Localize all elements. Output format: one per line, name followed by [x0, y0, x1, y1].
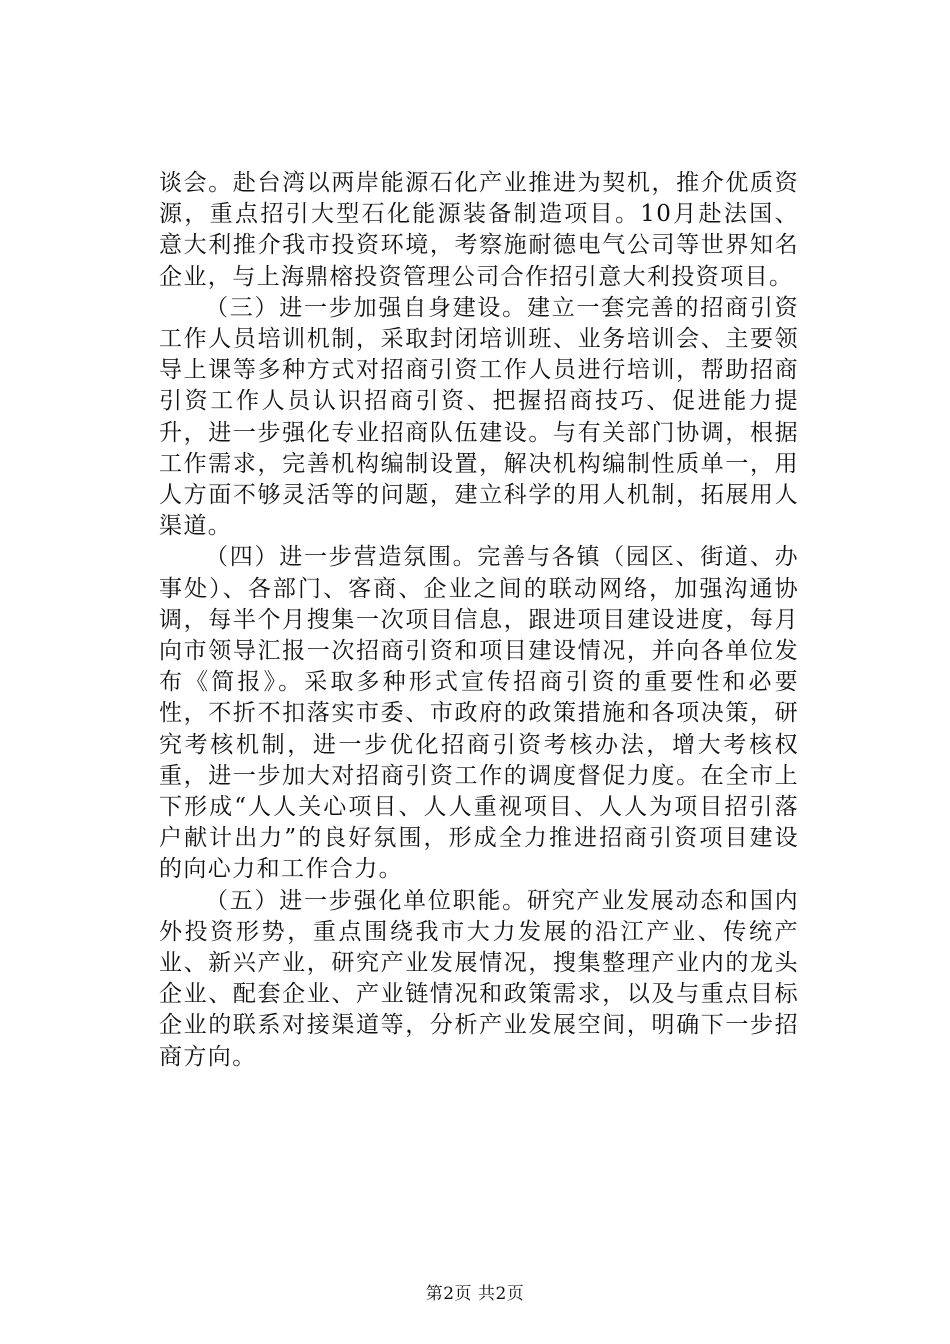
- page-number-footer: 第2页 共2页: [425, 1284, 525, 1304]
- paragraph-continuation: 谈会。赴台湾以两岸能源石化产业推进为契机，推介优质资源，重点招引大型石化能源装备制造项目。10月赴法国、意大利推介我市投资环境，考察施耐德电气公司等世界知名企业，与上海鼎榕投资管理公司合作招引意大利投资项目。: [159, 170, 799, 290]
- paragraph-section-4: （四）进一步营造氛围。完善与各镇（园区、街道、办事处）、各部门、客商、企业之间的联动网络，加强沟通协调，每半个月搜集一次项目信息，跟进项目建设进度，每月向市领导汇报一次招商引资和项目建设情况，并向各单位发布《简报》。采取多种形式宣传招商引资的重要性和必要性，不折不扣落实市委、市政府的政策措施和各项决策，研究考核机制，进一步优化招商引资考核办法，增大考核权重，进一步加大对招商引资工作的调度督促力度。在全市上下形成“人人关心项目、人人重视项目、人人为项目招引落户献计出力”的良好氛围，形成全力推进招商引资项目建设的向心力和工作合力。: [159, 544, 799, 883]
- paragraph-section-5: （五）进一步强化单位职能。研究产业发展动态和国内外投资形势，重点围绕我市大力发展的沿江产业、传统产业、新兴产业，研究产业发展情况，搜集整理产业内的龙头企业、配套企业、产业链情况和政策需求，以及与重点目标企业的联系对接渠道等，分析产业发展空间，明确下一步招商方向。: [159, 887, 799, 1070]
- document-body: [159, 168, 799, 1073]
- paragraph-section-3: （三）进一步加强自身建设。建立一套完善的招商引资工作人员培训机制，采取封闭培训班、业务培训会、主要领导上课等多种方式对招商引资工作人员进行培训，帮助招商引资工作人员认识招商引资、把握招商技巧、促进能力提升，进一步强化专业招商队伍建设。与有关部门协调，根据工作需求，完善机构编制设置，解决机构编制性质单一，用人方面不够灵活等的问题，建立科学的用人机制，拓展用人渠道。: [159, 294, 799, 540]
